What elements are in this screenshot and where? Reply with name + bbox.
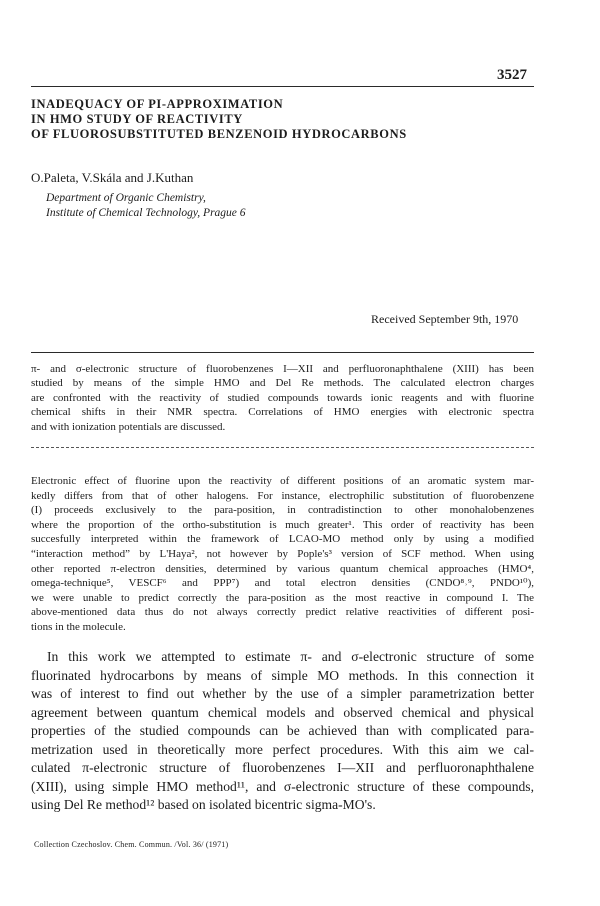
paragraph-line: using Del Re method¹² based on isolated bicentric sigma-MO's. [31,797,376,812]
abstract-bottom-rule [31,447,534,448]
paragraph-line: agreement between quantum chemical models and observed chemical and physical [31,704,534,720]
main-paragraph [31,648,534,815]
paragraph-line: Electronic effect of fluorine upon the reactivity of different positions of an aromatic system mar- [31,475,534,487]
paragraph-line: above-mentioned data thus do not always correctly predict relative reactivities of different posi- [31,606,534,619]
paragraph-line: fluorinated hydrocarbons by means of simple MO methods. In this connection it [31,667,534,683]
paragraph-line: properties of the studied compounds can be achieved than with complicated para- [31,723,534,738]
affiliation [46,191,246,221]
authors: O.Paleta, V.Skála and J.Kuthan [31,170,194,185]
affiliation-line: Institute of Chemical Technology, Prague 6 [46,207,246,219]
abstract-line: are confronted with the reactivity of studied compounds towards ionic reagents and with fluorine [31,391,534,404]
paragraph-line: we were unable to predict correctly the para-position as the most reactive in compound I. The [31,591,534,604]
abstract-line: π- and σ-electronic structure of fluorobenzenes I—XII and perfluoronaphthalene (XIII) has been [31,363,534,375]
paragraph-line: where the proportion of the ortho-substitution is much greater¹. This order of reactivity has been [31,518,534,531]
paragraph-line: other reported π-electron densities, determined by various quantum chemical approaches (HMO⁴, [31,562,534,575]
paragraph-line: culated π-electronic structure of fluorobenzenes I—XII and perfluoronaphthalene [31,760,534,775]
paragraph-line: omega-technique⁵, VESCF⁶ and PPP⁷) and total electron densities (CNDO⁸˒⁹, PNDO¹⁰), [31,577,534,590]
page-number: 3527 [497,67,527,83]
paragraph-line: was of interest to find out whether by the use of a simpler parametrization better [31,686,534,701]
abstract [31,362,534,434]
journal-footer: Collection Czechoslov. Chem. Commun. /Vol. 36/ (1971) [34,840,229,849]
paragraph-line: succesfully interpreted within the framework of LCAO-MO method only by using a modified [31,533,534,546]
header-rule [31,86,534,87]
article-title [31,97,551,142]
received-date: Received September 9th, 1970 [371,312,519,326]
paragraph-line: kedly differs from that of other halogens. For instance, electrophilic substitution of fluorobenzene [31,489,534,502]
title-line: IN HMO STUDY OF REACTIVITY [31,112,243,126]
paragraph-line: In this work we attempted to estimate π- and σ-electronic structure of some [47,649,534,664]
abstract-line: and with ionization potentials are discussed. [31,420,226,433]
paragraph-line: (I) proceeds exclusively to the para-position, in contradistinction to other monohalobenzenes [31,504,534,517]
affiliation-line: Department of Organic Chemistry, [46,192,206,204]
title-line: INADEQUACY OF PI-APPROXIMATION [31,97,284,111]
intro-paragraph [31,474,534,635]
abstract-line: chemical shifts in their NMR spectra. Correlations of HMO energies with electronic spectra [31,406,534,419]
paragraph-line: metrization used in theoretically more perfect procedures. With this aim we cal- [31,741,534,757]
abstract-top-rule [31,352,534,353]
paragraph-line: tions in the molecule. [31,620,126,633]
abstract-line: studied by means of the simple HMO and Del Re methods. The calculated electron charges [31,377,534,390]
title-line: OF FLUOROSUBSTITUTED BENZENOID HYDROCARBONS [31,127,407,141]
paragraph-line: “interaction method” by L'Haya², not however by Pople's³ version of SCF method. When using [31,547,534,560]
paragraph-line: (XIII), using simple HMO method¹¹, and σ-electronic structure of these compounds, [31,778,534,794]
